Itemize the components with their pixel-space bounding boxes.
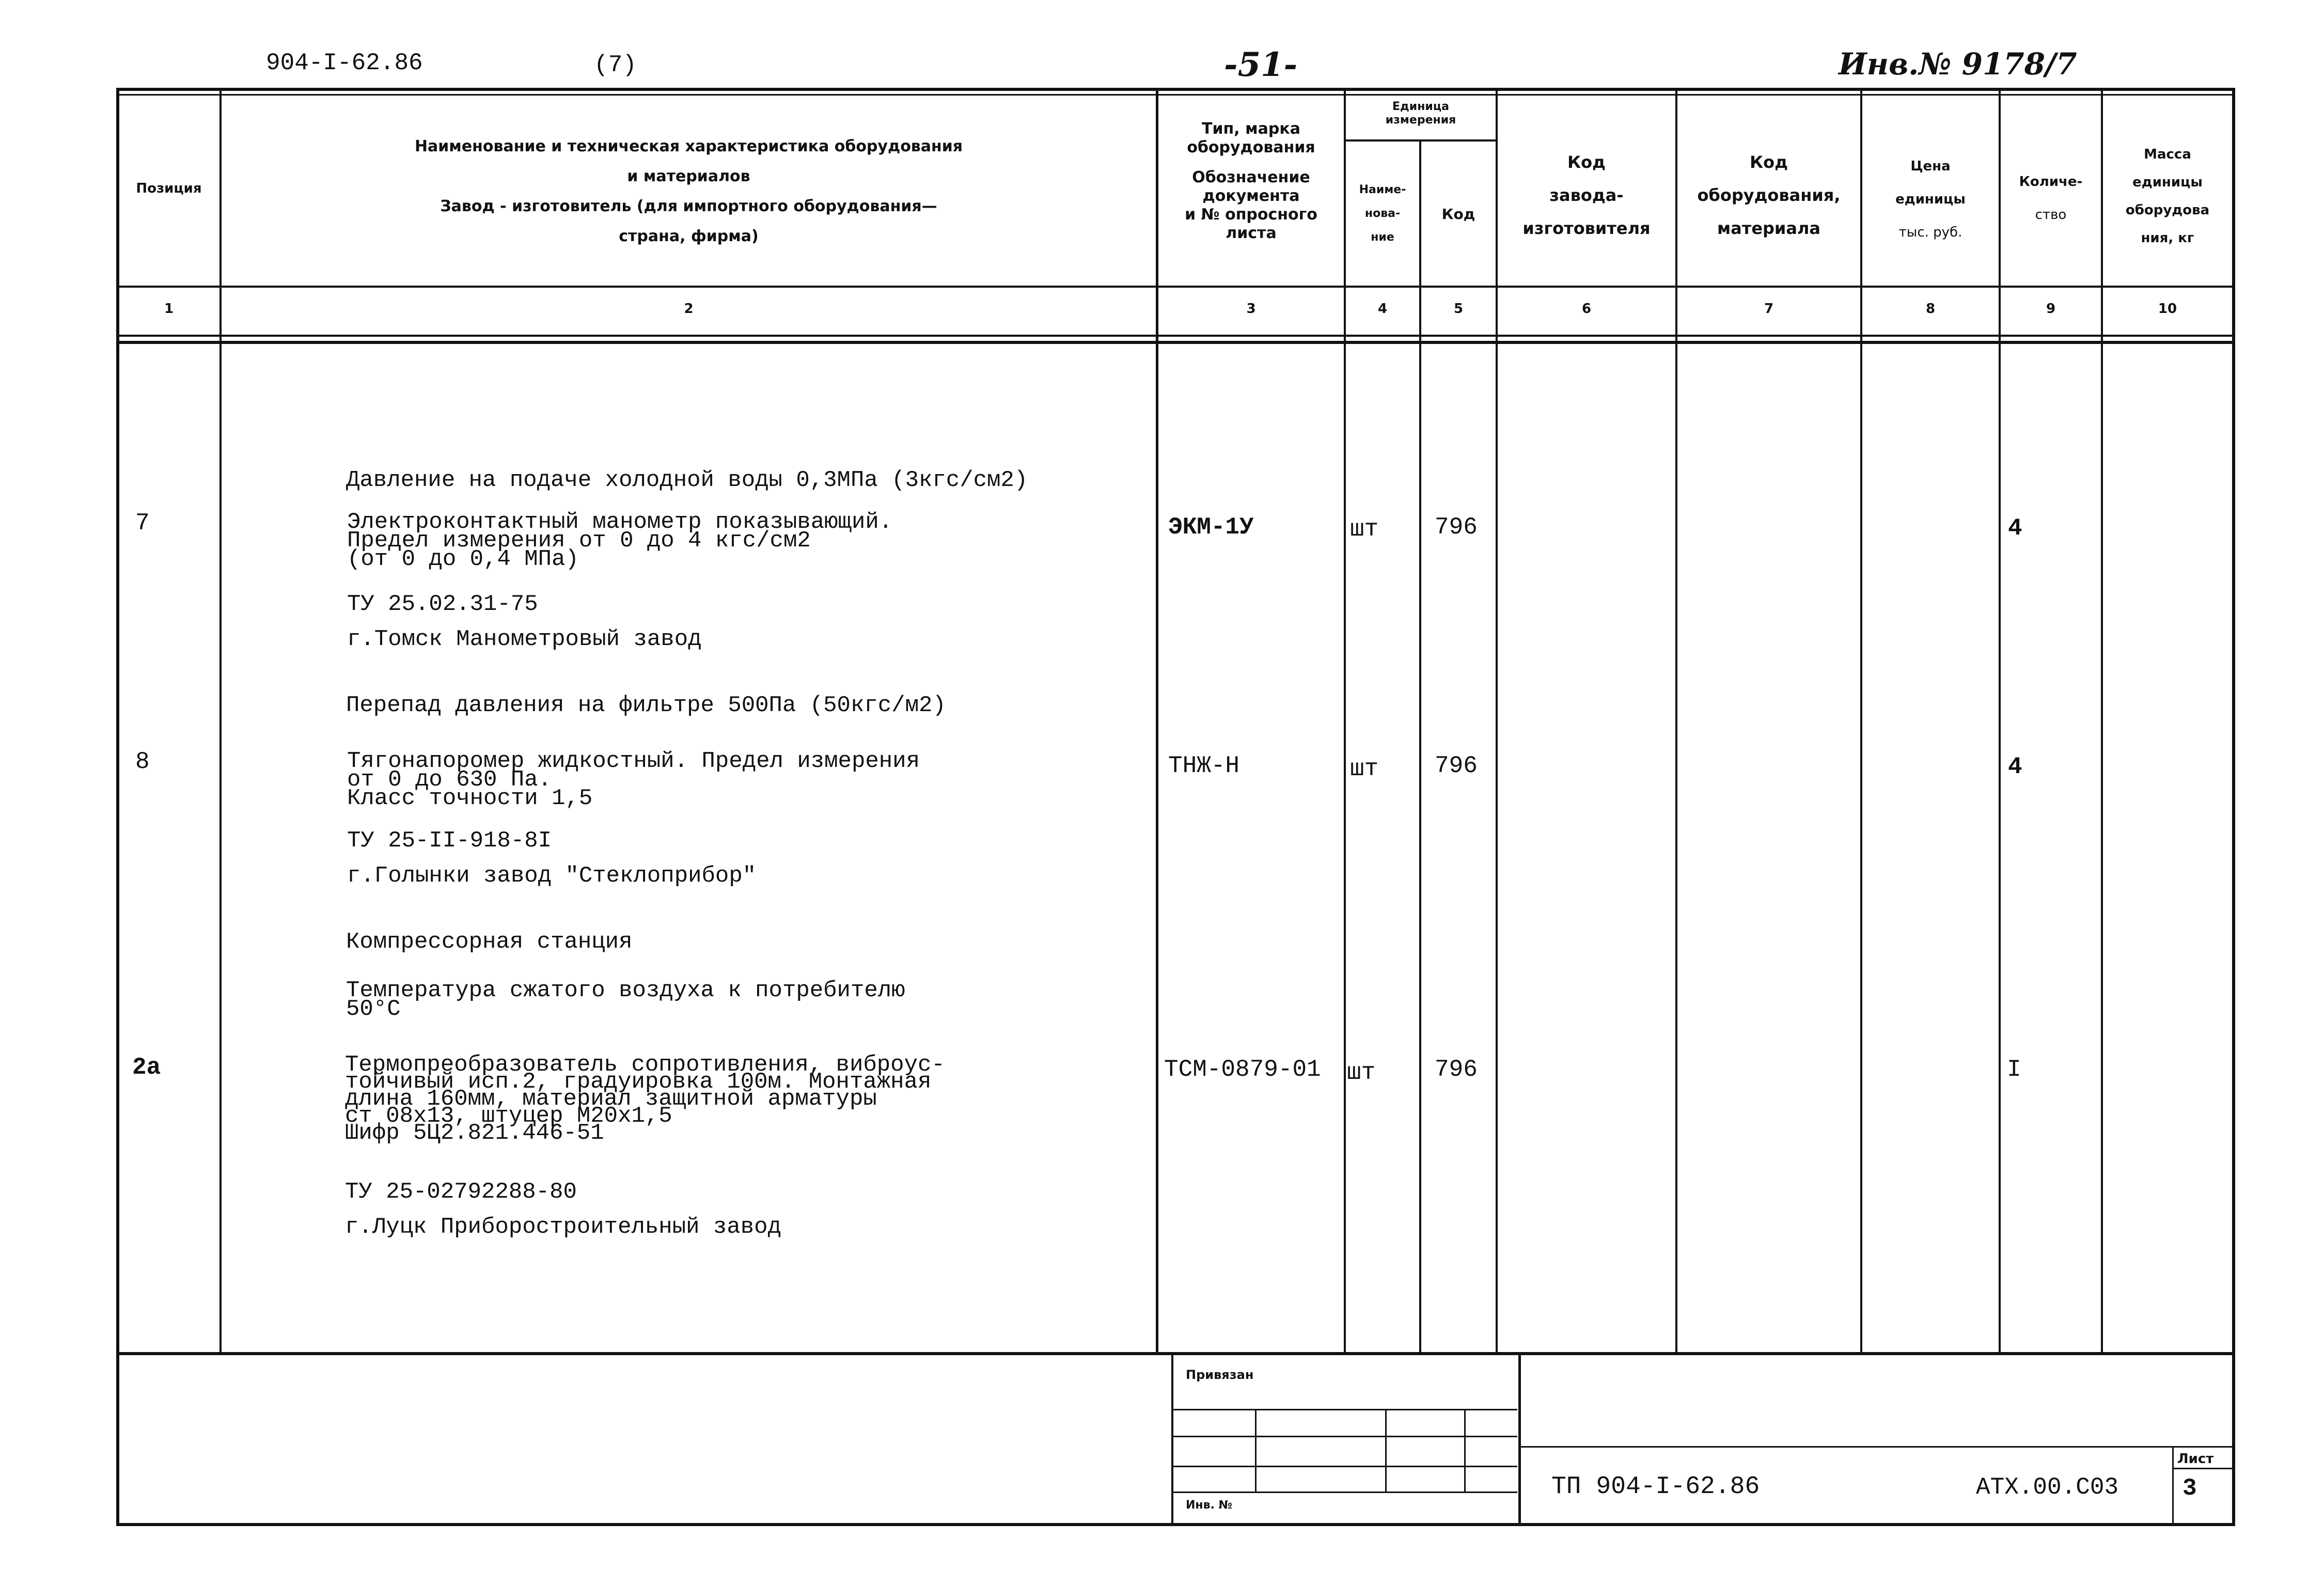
row-position: 7: [135, 510, 150, 537]
doc-code-footer: ТП 904-I-62.86: [1551, 1473, 1760, 1501]
header-equipment-code-line3: материала: [1717, 218, 1820, 238]
row-type: ЭКМ-1У: [1168, 514, 1254, 541]
group-heading: Перепад давления на фильтре 500Па (50кгс/м2): [346, 693, 946, 718]
header-type-line4: документа: [1202, 187, 1300, 205]
header-quantity-line1: Количе-: [2019, 174, 2083, 190]
header-unit-name-line3: ние: [1371, 231, 1394, 244]
header-name: [222, 132, 1156, 252]
header-mass: [2103, 140, 2232, 252]
group-heading: Давление на подаче холодной воды 0,3МПа (3кгс/см2): [346, 467, 1028, 493]
doc-mark: АТХ.00.С03: [1976, 1474, 2119, 1501]
header-mass-line2: единицы: [2132, 175, 2203, 190]
row-unit-name: шт: [1347, 1059, 1376, 1086]
column-number-9: 9: [2046, 301, 2056, 317]
header-type-line2: оборудования: [1187, 138, 1315, 156]
header-unit-line1: Единица: [1392, 100, 1449, 113]
row-unit-code: 796: [1435, 1056, 1478, 1083]
header-name-line3: Завод - изготовитель (для импортного оборудования—: [440, 197, 937, 215]
sheet-label: Лист: [2177, 1451, 2214, 1467]
inventory-number: Инв.№ 9178/7: [1839, 46, 2077, 82]
row-quantity: 4: [2008, 753, 2022, 780]
row-spec: ТУ 25-02792288-80: [345, 1179, 577, 1205]
header-equipment-code-line1: Код: [1750, 152, 1788, 172]
row-description: Электроконтактный манометр показывающий. Предел измерения от 0 до 4 кгс/см2 (от 0 до 0,4 МПа): [347, 509, 893, 572]
column-number-8: 8: [1925, 301, 1936, 317]
header-unit-code: Код: [1441, 206, 1475, 223]
row-spec: ТУ 25.02.31-75: [347, 591, 538, 617]
page-number: -51-: [1224, 45, 1298, 84]
header-type-line5: и № опросного: [1185, 206, 1317, 224]
header-name-line1: Наименование и техническая характеристика оборудования: [414, 137, 963, 155]
header-mass-line4: ния, кг: [2141, 230, 2194, 246]
header-name-line4: страна, фирма): [619, 227, 759, 245]
header-price: [1862, 150, 1999, 249]
header-mass-line3: оборудова: [2125, 202, 2210, 218]
row-quantity: 4: [2008, 515, 2022, 542]
header-unit-line2: измерения: [1385, 114, 1456, 127]
row-type: ТНЖ-Н: [1168, 752, 1240, 779]
row-spec: ТУ 25-II-918-8I: [347, 828, 552, 854]
header-price-line2: единицы: [1895, 192, 1966, 207]
row-description: Тягонапоромер жидкостный. Предел измерения от 0 до 630 Па. Класс точности 1,5: [347, 748, 920, 811]
column-number-5: 5: [1453, 301, 1464, 317]
row-unit-code: 796: [1435, 752, 1478, 779]
header-plant-code-line3: изготовителя: [1522, 218, 1651, 238]
column-number-4: 4: [1377, 301, 1388, 317]
row-unit-name: шт: [1350, 516, 1379, 543]
column-number-10: 10: [2158, 301, 2177, 317]
row-position: 2а: [132, 1054, 161, 1081]
header-equipment-code: [1677, 146, 1860, 245]
doc-code-top: 904-I-62.86: [266, 50, 423, 76]
header-plant-code: [1498, 146, 1675, 245]
row-description: Термопреобразователь сопротивления, виброус- тойчивый исп.2, градуировка 100м. Монтажная длина 160мм, материал защитной арматуры ст 08х13, штуцер М20х1,5 Шифр 5Ц2.821.446-51: [345, 1052, 945, 1146]
header-unit: [1346, 100, 1496, 127]
header-price-line1: Цена: [1910, 159, 1951, 174]
header-type: [1158, 120, 1344, 243]
header-name-line2: и материалов: [627, 167, 750, 185]
group-heading: Температура сжатого воздуха к потребителю 50°С: [346, 978, 905, 1022]
column-number-6: 6: [1581, 301, 1592, 317]
header-type-line3: Обозначение: [1192, 168, 1310, 186]
row-unit-code: 796: [1435, 514, 1478, 541]
header-type-line6: листа: [1226, 224, 1277, 242]
header-equipment-code-line2: оборудования,: [1697, 185, 1841, 205]
sheet-number: 3: [2182, 1475, 2197, 1502]
header-unit-name: [1346, 178, 1419, 249]
header-plant-code-line2: завода-: [1549, 185, 1624, 205]
header-position: Позиция: [136, 181, 202, 196]
row-quantity: I: [2007, 1056, 2021, 1083]
column-number-7: 7: [1764, 301, 1774, 317]
header-quantity: [2001, 165, 2101, 231]
section-heading: Компрессорная станция: [346, 929, 633, 955]
header-mass-line1: Масса: [2144, 147, 2191, 162]
header-unit-name-line1: Наиме-: [1359, 183, 1406, 196]
row-type: ТСМ-0879-01: [1164, 1056, 1321, 1083]
row-manufacturer: г.Томск Манометровый завод: [347, 626, 702, 652]
row-manufacturer: г.Голынки завод "Стеклоприбор": [347, 863, 757, 889]
column-number-3: 3: [1246, 301, 1256, 317]
header-plant-code-line1: Код: [1567, 152, 1606, 172]
row-manufacturer: г.Луцк Приборостроительный завод: [345, 1214, 781, 1240]
column-number-1: 1: [164, 301, 174, 317]
header-quantity-line2: ство: [2035, 207, 2067, 223]
bound-label: Привязан: [1186, 1368, 1254, 1382]
header-type-line1: Тип, марка: [1202, 120, 1300, 138]
header-unit-name-line2: нова-: [1364, 207, 1401, 220]
header-price-line3: тыс. руб.: [1898, 225, 1962, 240]
column-number-2: 2: [684, 301, 694, 317]
row-position: 8: [135, 748, 150, 775]
row-unit-name: шт: [1350, 756, 1379, 782]
inventory-label: Инв. №: [1186, 1499, 1233, 1512]
album-page: (7): [594, 52, 637, 78]
